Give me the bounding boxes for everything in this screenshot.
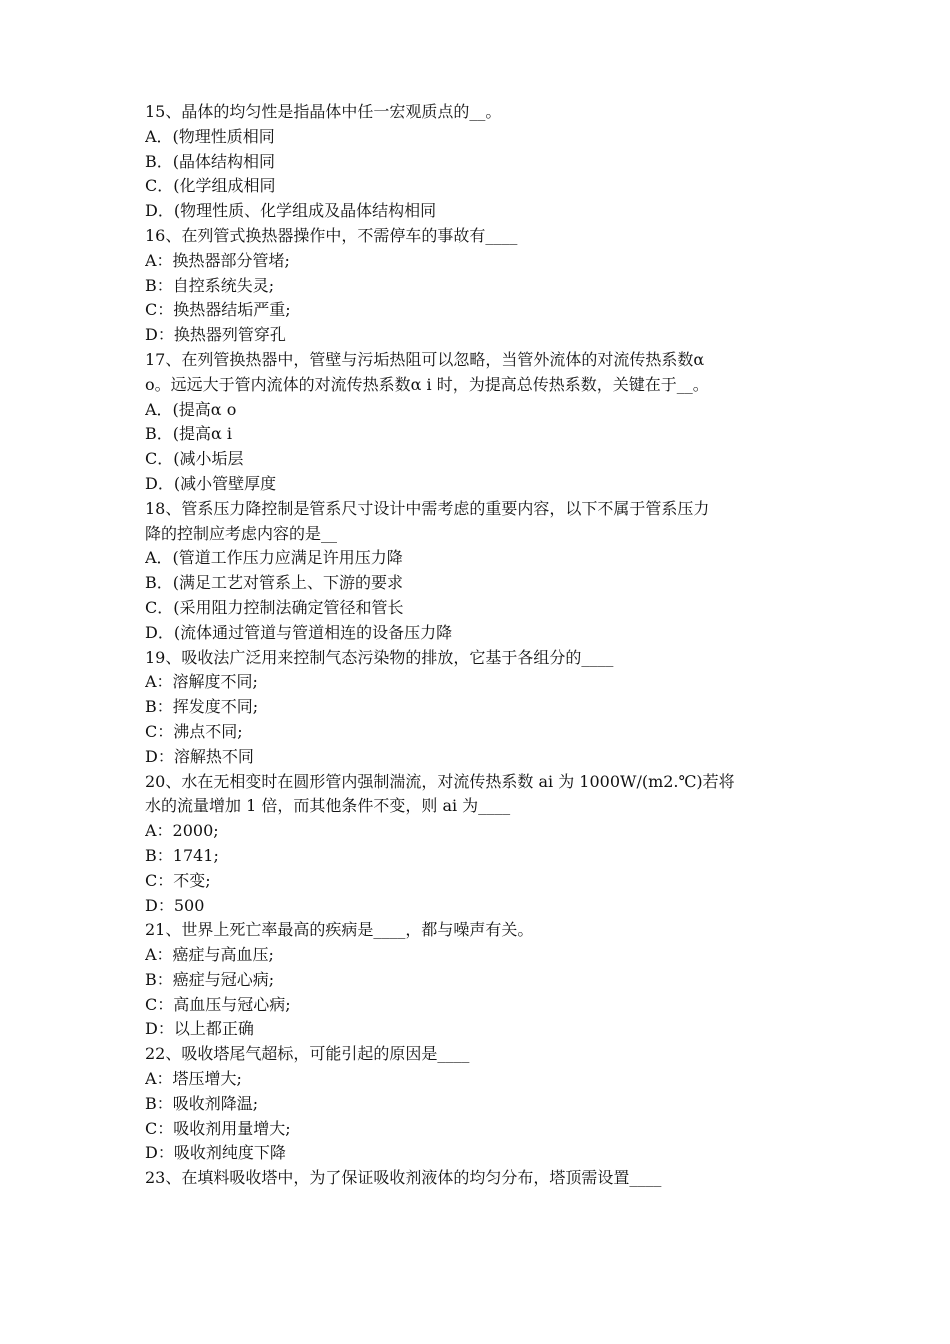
question-23 <box>145 1166 815 1191</box>
option-c: C：沸点不同; <box>145 721 243 741</box>
question-stem-line-1: 20、水在无相变时在圆形管内强制湍流，对流传热系数 ai 为 1000W/(m2.℃)若将 <box>145 771 735 791</box>
question-20 <box>145 770 815 919</box>
option-b: B：挥发度不同; <box>145 697 259 717</box>
question-16 <box>145 224 815 348</box>
question-stem: 22、吸收塔尾气超标，可能引起的原因是____ <box>145 1044 470 1064</box>
question-stem: 15、晶体的均匀性是指晶体中任一宏观质点的__。 <box>145 102 502 121</box>
question-stem: 23、在填料吸收塔中，为了保证吸收剂液体的均匀分布，塔顶需设置____ <box>145 1168 662 1188</box>
option-c: C．(化学组成相同 <box>145 176 276 196</box>
option-d: D：以上都正确 <box>145 1019 254 1039</box>
option-a: A：癌症与高血压; <box>145 945 274 965</box>
option-d: D．(流体通过管道与管道相连的设备压力降 <box>145 622 453 642</box>
option-b: B．(晶体结构相同 <box>145 151 276 171</box>
option-d: D：溶解热不同 <box>145 746 254 766</box>
question-22 <box>145 1042 815 1166</box>
question-stem-line-2: 降的控制应考虑内容的是__ <box>145 523 338 543</box>
option-a: A：塔压增大; <box>145 1069 242 1089</box>
option-b: B．(满足工艺对管系上、下游的要求 <box>145 573 404 593</box>
question-stem: 16、在列管式换热器操作中，不需停车的事故有____ <box>145 225 518 245</box>
option-c: C：不变; <box>145 870 211 890</box>
option-b: B：癌症与冠心病; <box>145 969 275 989</box>
option-a: A．(管道工作压力应满足许用压力降 <box>145 548 403 568</box>
document-page <box>145 100 815 1191</box>
question-stem-line-1: 17、在列管换热器中，管壁与污垢热阻可以忽略，当管外流体的对流传热系数α <box>145 349 705 369</box>
question-21 <box>145 918 815 1042</box>
option-a: A：换热器部分管堵; <box>145 250 290 270</box>
question-stem: 21、世界上死亡率最高的疾病是____，都与噪声有关。 <box>145 920 534 940</box>
option-a: A：2000; <box>145 821 219 841</box>
option-a: A．(物理性质相同 <box>145 126 275 146</box>
option-d: D：500 <box>145 895 205 915</box>
question-19 <box>145 646 815 770</box>
option-d: D．(减小管壁厚度 <box>145 473 277 493</box>
option-c: C：换热器结垢严重; <box>145 300 291 320</box>
option-d: D．(物理性质、化学组成及晶体结构相同 <box>145 201 437 221</box>
question-stem-line-2: 水的流量增加 1 倍，而其他条件不变，则 ai 为____ <box>145 796 511 816</box>
option-b: B．(提高α i <box>145 424 233 444</box>
option-c: C：吸收剂用量增大; <box>145 1118 291 1138</box>
question-17 <box>145 348 815 497</box>
option-a: A：溶解度不同; <box>145 672 258 692</box>
question-stem-line-1: 18、管系压力降控制是管系尺寸设计中需考虑的重要内容，以下不属于管系压力 <box>145 498 710 518</box>
question-stem-line-2: o。远远大于管内流体的对流传热系数α i 时，为提高总传热系数，关键在于__。 <box>145 374 709 394</box>
option-c: C．(采用阻力控制法确定管径和管长 <box>145 597 404 617</box>
option-c: C．(减小垢层 <box>145 449 244 469</box>
option-d: D：吸收剂纯度下降 <box>145 1143 286 1163</box>
option-a: A．(提高α o <box>145 399 237 419</box>
option-b: B：1741; <box>145 845 219 865</box>
option-b: B：吸收剂降温; <box>145 1093 259 1113</box>
option-c: C：高血压与冠心病; <box>145 994 291 1014</box>
question-18 <box>145 497 815 646</box>
question-stem: 19、吸收法广泛用来控制气态污染物的排放，它基于各组分的____ <box>145 647 614 667</box>
option-b: B：自控系统失灵; <box>145 275 275 295</box>
option-d: D：换热器列管穿孔 <box>145 325 286 345</box>
question-15 <box>145 100 815 224</box>
